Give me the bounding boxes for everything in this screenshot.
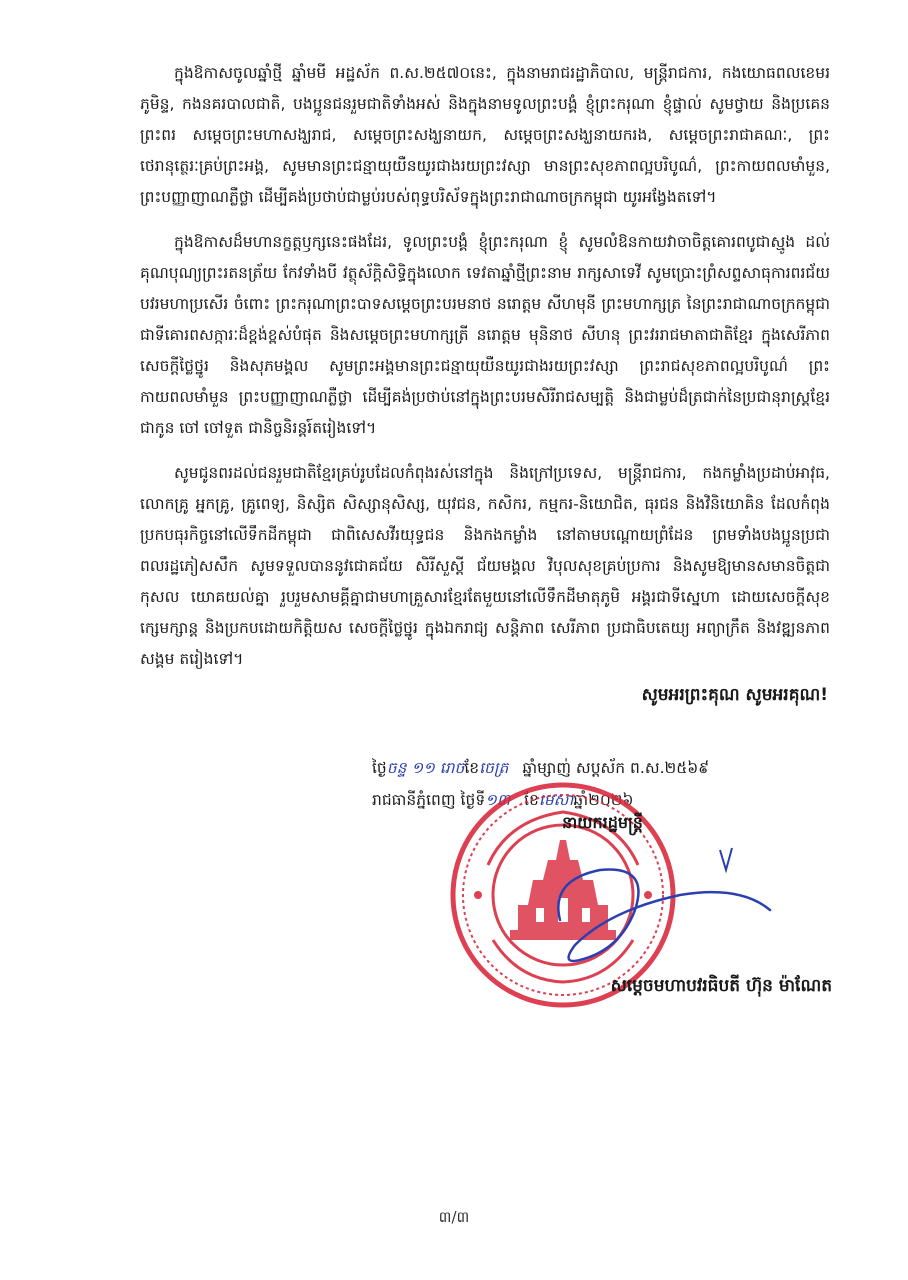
lunar-date-month-prefix: ខែ bbox=[464, 759, 480, 777]
solar-date-year: ឆ្នាំ២០២៦ bbox=[573, 791, 634, 809]
letter-body bbox=[140, 58, 830, 689]
signer-title: នាយករដ្ឋមន្ត្រី bbox=[562, 813, 643, 832]
solar-date-month-prefix: ខែ bbox=[524, 791, 539, 809]
lunar-date-day: ចន្ទ ១១ រោច bbox=[386, 759, 465, 777]
signer-name: សម្តេចមហាបវរធិបតី ហ៊ុន ម៉ាណែត bbox=[610, 976, 832, 996]
closing-thanks: សូមអរព្រះគុណ សូមអរគុណ! bbox=[641, 685, 828, 705]
handwritten-signature-icon bbox=[540, 840, 780, 980]
solar-date-month: មេសា bbox=[538, 791, 574, 809]
paragraph-1: ក្នុងឱកាសចូលឆ្នាំថ្មី ឆ្នាំមមី អដ្ឋស័ក ព.ស.២៥៧០នេះ, ក្នុងនាមរាជរដ្ឋាភិបាល, មន្ត្រីរាជការ, កងយោធពលខេមរភូមិន្ទ, កងនគរបាលជាតិ, បងប្អូនជនរួមជាតិទាំងអស់ និងក្នុងនាមទូលព្រះបង្គំ ខ្ញុំព្រះករុណា ខ្ញុំផ្ទាល់ សូមថ្វាយ និងប្រគេនព្រះពរ សម្តេចព្រះមហាសង្ឃរាជ, សម្តេចព្រះសង្ឃនាយក, សម្តេចព្រះសង្ឃនាយករង, សម្តេចព្រះរាជាគណៈ, ព្រះថេរានុត្ថេរៈគ្រប់ព្រះអង្គ, សូមមានព្រះជន្មាយុយឺនយូរជាងរយព្រះវស្សា មានព្រះសុខភាពល្អបរិបូណ៌, ព្រះកាយពលមាំមួន, ព្រះបញ្ញាញាណភ្លឺថ្លា ដើម្បីគង់ប្រថាប់ជាម្លប់របស់ពុទ្ធបរិស័ទក្នុងព្រះរាជាណាចក្រកម្ពុជា យូរអង្វែងតទៅ។ bbox=[140, 64, 830, 206]
paragraph-2: ក្នុងឱកាសដ៏មហានក្ខត្តឫក្សនេះផងដែរ, ទូលព្រះបង្គំ ខ្ញុំព្រះករុណា ខ្ញុំ សូមលំឱនកាយវាចាចិត្តគោរពបូជាស្មូង ដល់គុណបុណ្យព្រះរតនត្រ័យ កែវទាំងបី វត្ថុស័ក្តិសិទ្ធិក្នុងលោក ទេវតាឆ្នាំថ្មីព្រះនាម រាក្សសាទេវី សូមប្រោះព្រំសព្ទសាធុការពរជ័យ បវរមហាប្រសើរ ចំពោះ ព្រះករុណាព្រះបាទសម្តេចព្រះបរមនាថ នរោត្តម សីហមុនី ព្រះមហាក្សត្រ នៃព្រះរាជាណាចក្រកម្ពុជា ជាទីគោរពសក្ការៈដ៏ខ្ពង់ខ្ពស់បំផុត និងសម្តេចព្រះមហាក្សត្រី នរោត្តម មុនិនាថ សីហនុ ព្រះវររាជមាតាជាតិខ្មែរ ក្នុងសេរីភាព សេចក្តីថ្លៃថ្នូរ និងសុភមង្គល សូមព្រះអង្គមានព្រះជន្មាយុយឺនយូរជាងរយព្រះវស្សា ព្រះរាជសុខភាពល្អបរិបូណ៌ ព្រះកាយពលមាំមួន ព្រះបញ្ញាញាណភ្លឺថ្លា ដើម្បីគង់ប្រថាប់នៅក្នុងព្រះបរមសិរីរាជសម្បត្តិ និងជាម្លប់ដ៏ត្រជាក់នៃប្រជានុរាស្ត្រខ្មែរ ជាកូន ចៅ ចៅទួត ជានិច្ចនិរន្តរ៍តរៀងទៅ។ bbox=[140, 233, 830, 437]
page-number: ៣/៣ bbox=[438, 1208, 470, 1226]
lunar-date-prefix: ថ្ងៃ bbox=[372, 759, 387, 777]
solar-date-day: ១៣ bbox=[485, 791, 511, 809]
paragraph-3: សូមជូនពរដល់ជនរួមជាតិខ្មែរគ្រប់រូបដែលកំពុងរស់នៅក្នុង និងក្រៅប្រទេស, មន្ត្រីរាជការ, កងកម្លាំងប្រដាប់អាវុធ, លោកគ្រូ អ្នកគ្រូ, គ្រូពេទ្យ, និស្សិត សិស្សានុសិស្ស, យុវជន, កសិករ, កម្មករ-និយោជិត, ធុរជន និងវិនិយោគិន ដែលកំពុងប្រកបធុរកិច្ចនៅលើទឹកដីកម្ពុជា ជាពិសេសវីរយុទ្ធជន និងកងកម្លាំង នៅតាមបណ្តោយព្រំដែន ព្រមទាំងបងប្អូនប្រជាពលរដ្ឋភៀសសឹក សូមទទួលបាននូវជោគជ័យ សិរីសួស្តី ជ័យមង្គល វិបុលសុខគ្រប់ប្រការ និងសូមឱ្យមានសមានចិត្តជាកុសល យោគយល់គ្នា រួបរួមសាមគ្គីគ្នាជាមហាគ្រួសារខ្មែរតែមួយនៅលើទឹកដីមាតុភូមិ អង្គរជាទីស្នេហា ដោយសេចក្តីសុខក្សេមក្សាន្ត និងប្រកបដោយកិត្តិយស សេចក្តីថ្លៃថ្នូរ ក្នុងឯករាជ្យ សន្តិភាព សេរីភាព ប្រជាធិបតេយ្យ អព្យាក្រឹត និងវឌ្ឍនភាពសង្គម តរៀងទៅ។ bbox=[140, 464, 830, 668]
solar-date-prefix: រាជធានីភ្នំពេញ ថ្ងៃទី bbox=[372, 791, 486, 809]
lunar-date-year: ឆ្នាំម្សាញ់ សប្តស័ក ព.ស.២៥៦៩ bbox=[522, 759, 710, 777]
lunar-date-month: ចេត្រ bbox=[479, 759, 509, 777]
